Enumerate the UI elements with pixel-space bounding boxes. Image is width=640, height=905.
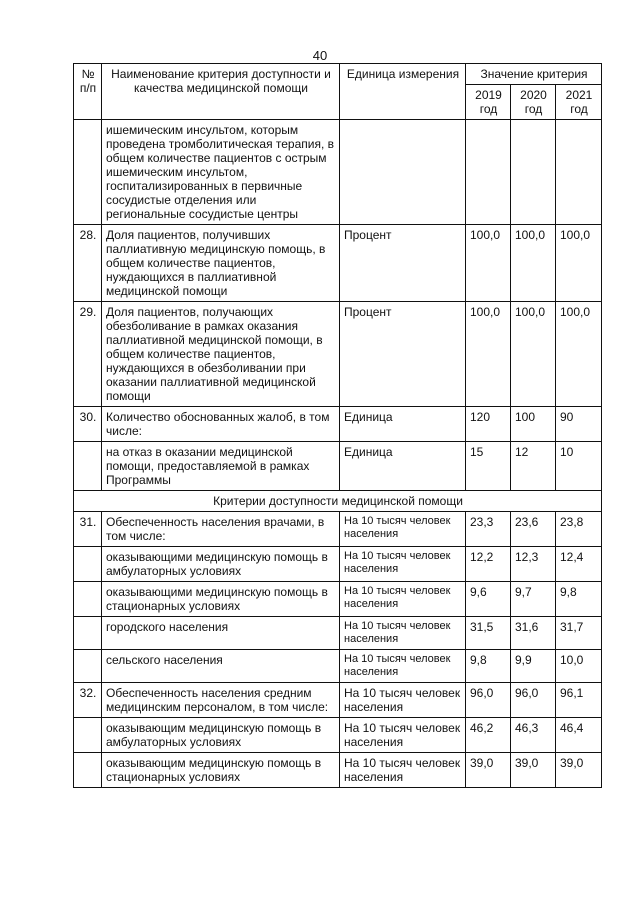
value-2021: 100,0	[556, 302, 602, 407]
criteria-table	[73, 63, 602, 788]
unit-cell: На 10 тысяч человек населения	[340, 547, 466, 582]
row-number	[74, 617, 102, 650]
value-2019: 96,0	[466, 683, 511, 718]
value-2020: 100,0	[511, 302, 556, 407]
row-number	[74, 718, 102, 753]
value-2020: 9,7	[511, 582, 556, 617]
header-year-2019: 2019 год	[466, 85, 511, 120]
value-2020: 100	[511, 407, 556, 442]
criterion-name: Обеспеченность населения средним медицинским персоналом, в том числе:	[102, 683, 340, 718]
value-2020: 39,0	[511, 753, 556, 788]
criterion-name: оказывающим медицинскую помощь в стационарных условиях	[102, 753, 340, 788]
header-year-2021: 2021 год	[556, 85, 602, 120]
header-row	[74, 64, 602, 85]
header-unit: Единица измерения	[340, 64, 466, 120]
unit-cell: На 10 тысяч человек населения	[340, 582, 466, 617]
table-row	[74, 650, 602, 683]
table-row	[74, 683, 602, 718]
unit-cell: На 10 тысяч человек населения	[340, 650, 466, 683]
header-year-2020: 2020 год	[511, 85, 556, 120]
value-2021: 10,0	[556, 650, 602, 683]
section-title: Критерии доступности медицинской помощи	[74, 491, 602, 512]
value-2019: 31,5	[466, 617, 511, 650]
value-2019: 23,3	[466, 512, 511, 547]
unit-cell: На 10 тысяч человек населения	[340, 683, 466, 718]
criterion-name: городского населения	[102, 617, 340, 650]
row-number	[74, 582, 102, 617]
criterion-name: Обеспеченность населения врачами, в том числе:	[102, 512, 340, 547]
value-2021: 46,4	[556, 718, 602, 753]
row-number	[74, 753, 102, 788]
row-number: 30.	[74, 407, 102, 442]
criterion-name: оказывающими медицинскую помощь в стационарных условиях	[102, 582, 340, 617]
criterion-name: ишемическим инсультом, которым проведена тромболитическая терапия, в общем количестве пациентов с острым ишемическим инсультом, госпитализированных в первичные сосудистые отделения или региональные сосудистые центры	[102, 120, 340, 225]
table-row	[74, 582, 602, 617]
value-2021: 10	[556, 442, 602, 491]
value-2020: 12,3	[511, 547, 556, 582]
row-number: 28.	[74, 225, 102, 302]
table-row	[74, 407, 602, 442]
value-2021	[556, 120, 602, 225]
unit-cell: Единица	[340, 442, 466, 491]
criterion-name: Доля пациентов, получающих обезболивание в рамках оказания паллиативной медицинской помощи, в общем количестве пациентов, нуждающихся в обезболивании при оказании паллиативной медицинской помощи	[102, 302, 340, 407]
row-number	[74, 120, 102, 225]
value-2021: 23,8	[556, 512, 602, 547]
table-row	[74, 225, 602, 302]
criterion-name: Доля пациентов, получивших паллиативную медицинскую помощь, в общем количестве пациентов, нуждающихся в паллиативной медицинской помощи	[102, 225, 340, 302]
row-number	[74, 650, 102, 683]
page-number: 40	[312, 48, 328, 63]
value-2021: 39,0	[556, 753, 602, 788]
header-criterion-name: Наименование критерия доступности и качества медицинской помощи	[102, 64, 340, 120]
unit-cell: Процент	[340, 225, 466, 302]
table-row	[74, 617, 602, 650]
value-2019: 9,6	[466, 582, 511, 617]
row-number: 29.	[74, 302, 102, 407]
value-2020: 96,0	[511, 683, 556, 718]
header-num-text: № п/п	[79, 67, 97, 95]
value-2021: 96,1	[556, 683, 602, 718]
table-row	[74, 512, 602, 547]
criterion-name: оказывающими медицинскую помощь в амбулаторных условиях	[102, 547, 340, 582]
value-2019: 9,8	[466, 650, 511, 683]
value-2019: 15	[466, 442, 511, 491]
row-number: 32.	[74, 683, 102, 718]
header-value: Значение критерия	[466, 64, 602, 85]
value-2020: 46,3	[511, 718, 556, 753]
value-2020	[511, 120, 556, 225]
value-2019: 120	[466, 407, 511, 442]
value-2021: 9,8	[556, 582, 602, 617]
unit-cell	[340, 120, 466, 225]
unit-cell: На 10 тысяч человек населения	[340, 718, 466, 753]
criterion-name: на отказ в оказании медицинской помощи, предоставляемой в рамках Программы	[102, 442, 340, 491]
unit-cell: Единица	[340, 407, 466, 442]
table-row	[74, 718, 602, 753]
section-row	[74, 491, 602, 512]
criterion-name: сельского населения	[102, 650, 340, 683]
table-row	[74, 120, 602, 225]
value-2019: 39,0	[466, 753, 511, 788]
table-row	[74, 442, 602, 491]
value-2019: 100,0	[466, 302, 511, 407]
value-2021: 90	[556, 407, 602, 442]
unit-cell: На 10 тысяч человек населения	[340, 753, 466, 788]
table-row	[74, 302, 602, 407]
table-body	[74, 120, 602, 788]
value-2021: 12,4	[556, 547, 602, 582]
unit-cell: На 10 тысяч человек населения	[340, 617, 466, 650]
row-number: 31.	[74, 512, 102, 547]
value-2020: 9,9	[511, 650, 556, 683]
value-2019: 12,2	[466, 547, 511, 582]
value-2020: 23,6	[511, 512, 556, 547]
row-number	[74, 547, 102, 582]
value-2021: 100,0	[556, 225, 602, 302]
value-2019: 46,2	[466, 718, 511, 753]
row-number	[74, 442, 102, 491]
table-row	[74, 547, 602, 582]
value-2020: 31,6	[511, 617, 556, 650]
header-num	[74, 64, 102, 120]
unit-cell: Процент	[340, 302, 466, 407]
unit-cell: На 10 тысяч человек населения	[340, 512, 466, 547]
table-row	[74, 753, 602, 788]
value-2021: 31,7	[556, 617, 602, 650]
value-2019	[466, 120, 511, 225]
value-2019: 100,0	[466, 225, 511, 302]
value-2020: 12	[511, 442, 556, 491]
value-2020: 100,0	[511, 225, 556, 302]
criterion-name: оказывающим медицинскую помощь в амбулаторных условиях	[102, 718, 340, 753]
criterion-name: Количество обоснованных жалоб, в том числе:	[102, 407, 340, 442]
